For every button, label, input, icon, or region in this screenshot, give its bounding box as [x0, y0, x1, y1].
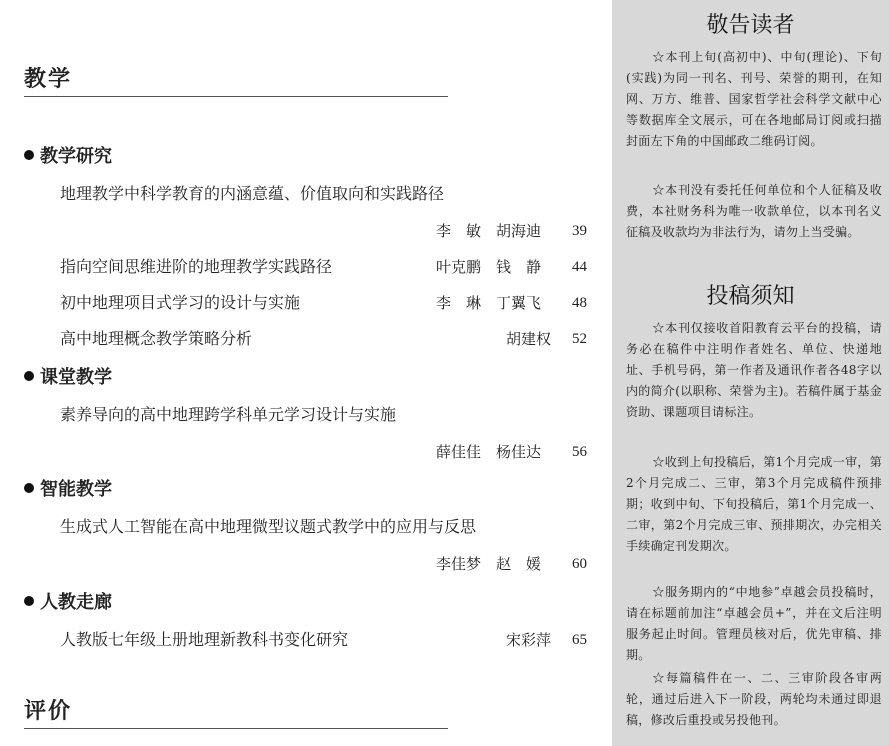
article-page: 60	[572, 556, 587, 572]
submission-paragraph: ☆收到上旬投稿后，第1个月完成一审，第2个月完成二、三审，第3个月完成稿件预排期；收到中旬、下旬投稿后，第1个月完成一、二审，第2个月完成三审、预排期次，办完相关手续确定刊发期次。	[626, 455, 882, 553]
article-authors: 胡建权	[506, 330, 552, 348]
group-heading-teaching-research	[24, 146, 112, 168]
group-label: 教学研究	[40, 146, 112, 167]
bullet-icon	[24, 483, 34, 493]
article-title[interactable]: 指向空间思维进阶的地理教学实践路径	[60, 257, 333, 276]
bullet-icon	[24, 371, 34, 381]
article-title[interactable]: 高中地理概念教学策略分析	[60, 329, 253, 348]
section-title-teaching: 教学	[24, 66, 448, 97]
article-page: 48	[572, 295, 587, 311]
article-title[interactable]: 初中地理项目式学习的设计与实施	[60, 293, 301, 312]
article-authors: 叶克鹏 钱 静	[436, 258, 542, 276]
section-title-evaluation: 评价	[24, 698, 448, 729]
article-page: 65	[572, 632, 587, 648]
notice-paragraph: ☆本刊没有委托任何单位和个人征稿及收费，本社财务科为唯一收款单位，以本刊名义征稿及收款均为非法行为，请勿上当受骗。	[626, 183, 882, 239]
article-page: 52	[572, 331, 587, 347]
notice-title: 敬告读者	[706, 13, 795, 38]
article-page: 39	[572, 223, 587, 239]
group-heading-pep-corridor	[24, 592, 112, 614]
submission-paragraph: ☆服务期内的“中地参”卓越会员投稿时，请在标题前加注“卓越会员+”，并在文后注明服务起止时间。管理员核对后，优先审稿、排期。	[626, 585, 882, 662]
group-label: 人教走廊	[40, 592, 112, 613]
group-heading-classroom-teaching	[24, 367, 112, 389]
article-title[interactable]: 人教版七年级上册地理新教科书变化研究	[60, 630, 349, 649]
article-authors: 李佳梦 赵 媛	[436, 555, 542, 573]
bullet-icon	[24, 150, 34, 160]
group-label: 智能教学	[40, 479, 112, 500]
submission-paragraph: ☆本刊仅接收首阳教育云平台的投稿，请务必在稿件中注明作者姓名、单位、快递地址、手机号码，第一作者及通讯作者各48字以内的简介(以职称、荣誉为主)。若稿件属于基金资助、课题项目请标注。	[626, 321, 882, 419]
article-authors: 李 敏 胡海迪	[436, 222, 542, 240]
article-authors: 李 琳 丁翼飞	[436, 294, 542, 312]
article-page: 44	[572, 259, 587, 275]
notice-sidebar	[612, 0, 889, 746]
group-label: 课堂教学	[40, 367, 112, 388]
article-title[interactable]: 地理教学中科学教育的内涵意蕴、价值取向和实践路径	[60, 184, 445, 203]
group-heading-smart-teaching	[24, 479, 112, 501]
article-page: 56	[572, 444, 587, 460]
bullet-icon	[24, 596, 34, 606]
article-title[interactable]: 素养导向的高中地理跨学科单元学习设计与实施	[60, 405, 397, 424]
article-authors: 宋彩萍	[506, 631, 552, 649]
article-title[interactable]: 生成式人工智能在高中地理微型议题式教学中的应用与反思	[60, 517, 477, 536]
article-authors: 薛佳佳 杨佳达	[436, 443, 542, 461]
submission-paragraph: ☆每篇稿件在一、二、三审阶段各审两轮，通过后进入下一阶段，两轮均未通过即退稿，修改后重投或另投他刊。	[626, 671, 882, 727]
submission-title: 投稿须知	[706, 284, 795, 309]
notice-paragraph: ☆本刊上旬(高初中)、中旬(理论)、下旬(实践)为同一刊名、刊号、荣誉的期刊，在知网、万方、维普、国家哲学社会科学文献中心等数据库全文展示，可在各地邮局订阅或扫描封面左下角的中国邮政二维码订阅。	[626, 50, 882, 148]
